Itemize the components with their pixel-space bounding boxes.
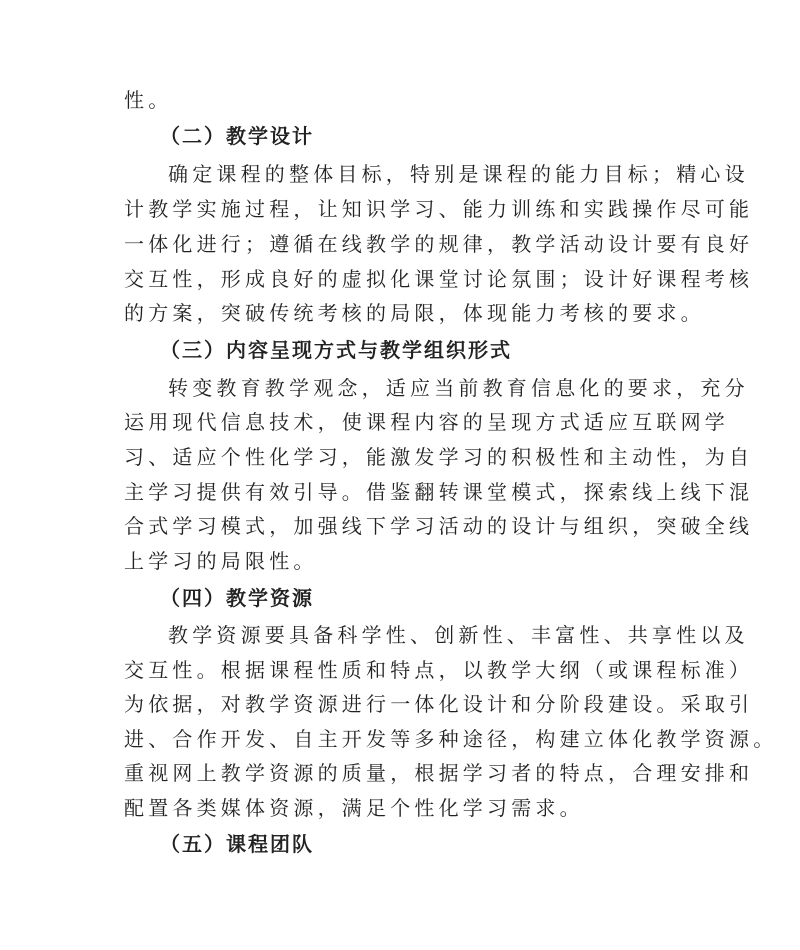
paragraph-line: 的方案，突破传统考核的局限，体现能力考核的要求。 <box>124 301 705 325</box>
paragraph-line: 进、合作开发、自主开发等多种途径，构建立体化教学资源。 <box>124 727 778 751</box>
paragraph-line: 习、适应个性化学习，能激发学习的积极性和主动性，为自 <box>124 445 754 469</box>
paragraph-line: 重视网上教学资源的质量，根据学习者的特点，合理安排和 <box>124 761 754 785</box>
paragraph-line: 为依据，对教学资源进行一体化设计和分阶段建设。采取引 <box>124 692 754 716</box>
section-heading-content-presentation: （三）内容呈现方式与教学组织形式 <box>160 338 512 362</box>
section-heading-course-team: （五）课程团队 <box>160 832 314 856</box>
paragraph-line: 运用现代信息技术，使课程内容的呈现方式适应互联网学 <box>124 410 729 434</box>
paragraph-line: 交互性。根据课程性质和特点，以教学大纲（或课程标准） <box>124 658 754 682</box>
paragraph-line: 转变教育教学观念，适应当前教育信息化的要求，充分 <box>168 376 749 400</box>
paragraph-line: 教学资源要具备科学性、创新性、丰富性、共享性以及 <box>168 623 749 647</box>
section-heading-teaching-design: （二）教学设计 <box>160 124 314 148</box>
section-heading-teaching-resources: （四）教学资源 <box>160 586 314 610</box>
paragraph-line: 一体化进行；遵循在线教学的规律，教学活动设计要有良好 <box>124 232 754 256</box>
paragraph-line: 确定课程的整体目标，特别是课程的能力目标；精心设 <box>168 162 749 186</box>
paragraph-line: 上学习的局限性。 <box>124 549 318 573</box>
paragraph-line: 主学习提供有效引导。借鉴翻转课堂模式，探索线上线下混 <box>124 480 754 504</box>
paragraph-line: 合式学习模式，加强线下学习活动的设计与组织，突破全线 <box>124 514 754 538</box>
previous-paragraph-tail: 性。 <box>124 88 173 112</box>
paragraph-line: 计教学实施过程，让知识学习、能力训练和实践操作尽可能 <box>124 197 754 221</box>
paragraph-line: 交互性，形成良好的虚拟化课堂讨论氛围；设计好课程考核 <box>124 267 754 291</box>
paragraph-line: 配置各类媒体资源，满足个性化学习需求。 <box>124 796 584 820</box>
